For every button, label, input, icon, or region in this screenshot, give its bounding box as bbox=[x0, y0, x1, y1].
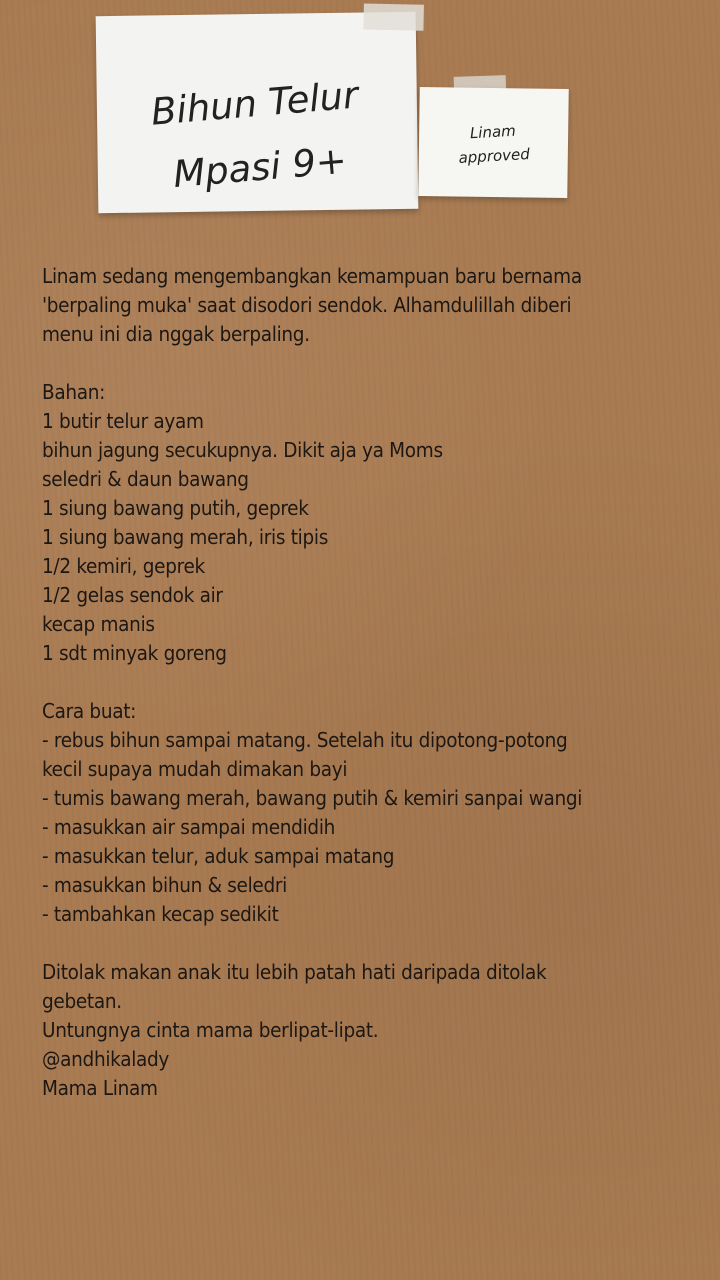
steps-heading: Cara buat: bbox=[42, 699, 137, 723]
ingredient-item: 1/2 gelas sendok air bbox=[42, 583, 223, 607]
approved-line-2: approved bbox=[458, 145, 531, 167]
author-handle: @andhikalady bbox=[42, 1047, 170, 1071]
title-note bbox=[96, 12, 419, 213]
step-item: - tambahkan kecap sedikit bbox=[42, 902, 279, 926]
closing-line: Ditolak makan anak itu lebih patah hati daripada ditolak bbox=[42, 960, 547, 984]
intro-paragraph bbox=[42, 262, 702, 349]
steps-section bbox=[42, 697, 702, 929]
closing-section bbox=[42, 958, 702, 1103]
approved-line-1: Linam bbox=[469, 121, 517, 143]
approved-note bbox=[418, 87, 569, 198]
step-item: - masukkan telur, aduk sampai matang bbox=[42, 844, 395, 868]
tape bbox=[363, 3, 424, 30]
title-line-2: Mpasi 9+ bbox=[171, 138, 349, 197]
ingredient-item: 1 siung bawang putih, geprek bbox=[42, 496, 309, 520]
ingredient-item: 1/2 kemiri, geprek bbox=[42, 554, 205, 578]
ingredient-item: seledri & daun bawang bbox=[42, 467, 249, 491]
intro-line: Linam sedang mengembangkan kemampuan baru bernama bbox=[42, 264, 582, 288]
step-item: - masukkan air sampai mendidih bbox=[42, 815, 336, 839]
closing-line: gebetan. bbox=[42, 989, 122, 1013]
recipe-title bbox=[93, 59, 423, 213]
step-item: kecil supaya mudah dimakan bayi bbox=[42, 757, 348, 781]
step-item: - masukkan bihun & seledri bbox=[42, 873, 287, 897]
recipe-body bbox=[42, 262, 702, 1103]
ingredient-item: kecap manis bbox=[42, 612, 155, 636]
approved-text bbox=[418, 116, 569, 172]
ingredient-item: bihun jagung secukupnya. Dikit aja ya Moms bbox=[42, 438, 443, 462]
intro-line: 'berpaling muka' saat disodori sendok. Alhamdulillah diberi bbox=[42, 293, 572, 317]
ingredient-item: 1 siung bawang merah, iris tipis bbox=[42, 525, 329, 549]
closing-line: Untungnya cinta mama berlipat-lipat. bbox=[42, 1018, 379, 1042]
step-item: - tumis bawang merah, bawang putih & kemiri sanpai wangi bbox=[42, 786, 583, 810]
ingredient-item: 1 butir telur ayam bbox=[42, 409, 204, 433]
ingredients-section bbox=[42, 378, 702, 668]
intro-line: menu ini dia nggak berpaling. bbox=[42, 322, 310, 346]
author-name: Mama Linam bbox=[42, 1076, 158, 1100]
title-line-1: Bihun Telur bbox=[149, 73, 360, 134]
ingredient-item: 1 sdt minyak goreng bbox=[42, 641, 227, 665]
step-item: - rebus bihun sampai matang. Setelah itu dipotong-potong bbox=[42, 728, 568, 752]
ingredients-heading: Bahan: bbox=[42, 380, 106, 404]
